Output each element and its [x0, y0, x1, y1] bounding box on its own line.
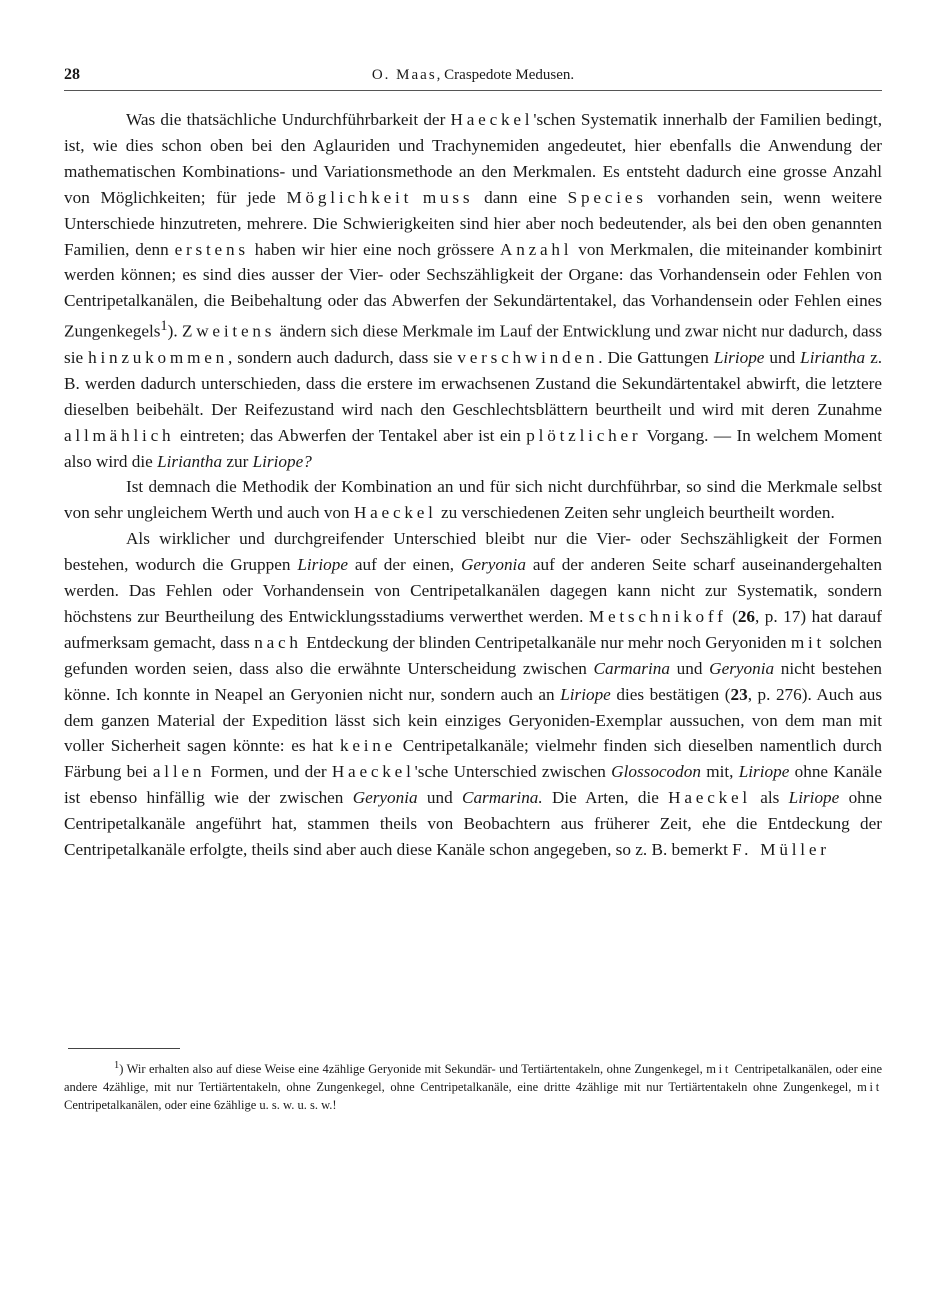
text: Formen, und der — [205, 762, 332, 782]
text: Als wirklicher und durchgreifender Unterschied bleibt nur die Vier- oder Sechszähligkeit der Formen bestehen, wodurch die Gruppen — [64, 529, 882, 575]
emphasis: hinzukommen — [88, 347, 229, 367]
genus-name: Geryonia — [352, 788, 418, 808]
text: , p. 276). Auch aus dem ganzen Material der Expedition lässt sich kein einziges Geryoniden-Exemplar aussuchen, von dem man mit voller Sicherheit sagen könnte: es hat — [64, 684, 883, 756]
emphasis: muss — [422, 187, 474, 207]
emphasis: nach — [254, 632, 302, 652]
emphasis: allmählich — [64, 425, 175, 445]
genus-name: Liriope — [297, 555, 348, 575]
page-number: 28 — [64, 66, 80, 83]
genus-name: Liriope — [788, 788, 840, 808]
text: Vorgang. — In welchem Moment also wird die — [64, 425, 882, 471]
paragraph-1 — [64, 107, 882, 474]
genus-name: Geryonia — [461, 555, 526, 575]
author-ref: Haeckel — [450, 110, 534, 129]
text: 'sche Unterschied zwischen — [414, 762, 612, 782]
emphasis: keine — [339, 736, 397, 756]
emphasis: mit — [790, 632, 826, 652]
emphasis: Species — [567, 187, 647, 207]
text: solchen gefunden worden seien, dass also die erwähnte Unterscheidung zwischen — [64, 632, 883, 678]
author-ref: Haeckel — [353, 503, 437, 523]
text: und — [417, 788, 462, 808]
text: Centripetalkanälen, oder eine 6zählige u. s. w. u. s. w.! — [64, 1098, 337, 1113]
genus-name: Liriope — [560, 684, 611, 704]
footnote-marker: 1 — [114, 1060, 120, 1071]
emphasis: Anzahl — [500, 239, 573, 259]
genus-name: Glossocodon — [611, 762, 701, 782]
text: von Merkmalen, die miteinander kombinirt werden können; es sind dies ausser der Vier- oder Sechszähligkeit der Organe: das Vorhandensein oder Fehlen von Centripetalkanälen, die Beibehaltung oder das Abwerfen der Sekundärtentakel, das Vorhandensein oder Fehlen eines Zungenkegels — [64, 239, 882, 341]
text: auf der einen, — [347, 555, 462, 575]
genus-name: Liriantha — [157, 451, 223, 471]
emphasis: allen — [152, 762, 206, 782]
emphasis: erstens — [174, 239, 249, 259]
genus-name: Liriope? — [252, 451, 312, 471]
text: Die Arten, die — [542, 788, 669, 808]
text: ohne Centripetalkanäle angeführt hat, stammen theils von Beobachtern aus früherer Zeit, ehe die Entdeckung der Centripetalkanäle erfolgte, theils sind aber auch diese Kanäle schon angegeben, so z. B. bemerkt — [64, 788, 882, 860]
emphasis: Möglichkeit — [286, 187, 413, 207]
text: vorhanden sein, wenn weitere Unterschiede hinzutreten, mehrere. Die Schwierigkeiten sind hier aber noch bedeutender, als bei den oben genannten Familien, denn — [64, 187, 883, 259]
emphasis: verschwinden — [457, 347, 599, 367]
author-ref: F. Müller — [732, 840, 830, 860]
text: dann eine — [473, 187, 568, 207]
text: ). — [167, 321, 182, 341]
emphasis: mit — [706, 1062, 732, 1077]
text: mit, — [700, 762, 739, 782]
paragraph-3 — [64, 526, 882, 863]
text: zur — [222, 451, 253, 471]
running-title — [64, 67, 882, 84]
text: z. B. werden dadurch unterschieden, dass die erstere im erwachsenen Zustand die Sekundärtentakel abwirft, die letztere dieselben beibehält. Der Reifezustand wird nach den Geschlechtsblättern beurtheilt und wird mit deren Zunahme — [64, 347, 882, 419]
text: 'schen Systematik innerhalb der Familien bedingt, ist, wie dies schon oben bei den Aglauriden und Trachynemiden angedeutet, hier ebenfalls die Anwendung der mathematischen Kombinations- und Variationsmethode an den Merkmalen. Es entsteht dadurch eine grosse Anzahl von Möglichkeiten; für jede — [64, 110, 882, 207]
text: dies bestätigen ( — [610, 684, 731, 704]
journal-title: , Craspedote Medusen. — [436, 67, 575, 83]
text: eintreten; das Abwerfen der Tentakel aber ist ein — [174, 425, 527, 445]
author-ref: Haeckel — [668, 788, 751, 808]
footnote-1 — [64, 1057, 882, 1114]
emphasis: plötzlicher — [526, 425, 642, 445]
text: Centripetalkanälen, oder eine andere 4zählige, mit nur Tertiärtentakeln, ohne Zungenkegel, ohne Centripetalkanäle, eine dritte 4zählige mit nur Tertiärtentakeln ohne Zungenkegel, — [64, 1062, 882, 1095]
text: als — [750, 788, 789, 808]
emphasis: Zweitens — [181, 321, 276, 341]
genus-name: Carmarina. — [461, 788, 543, 808]
text: auf der anderen Seite scharf auseinandergehalten werden. Das Fehlen oder Vorhandensein von Centripetalkanälen dagegen kann nicht zur Systematik, sondern höchstens zur Beurtheilung des Entwicklungsstadiums verwerthet werden. — [64, 555, 882, 626]
genus-name: Liriope — [738, 762, 790, 782]
text: Was die thatsächliche Undurchführbarkeit der — [126, 110, 451, 129]
genus-name: Liriantha — [800, 347, 866, 367]
author-ref: Haeckel — [331, 762, 415, 782]
author-ref: Metschnikoff — [588, 606, 727, 626]
genus-name: Geryonia — [709, 658, 775, 678]
text: Ist demnach die Methodik der Kombination an und für sich nicht durchführbar, so sind die Merkmale selbst von sehr ungleichem Werth und auch von — [64, 477, 882, 523]
text: Centripetalkanäle; vielmehr finden sich dieselben namentlich durch Färbung bei — [64, 736, 882, 782]
text: und — [669, 658, 710, 678]
citation-ref: 23 — [730, 684, 748, 704]
text: ohne Kanäle ist ebenso hinfällig wie der zwischen — [64, 762, 882, 808]
author-name: O. Maas — [371, 67, 437, 83]
text: , sondern auch dadurch, dass sie — [228, 347, 458, 367]
text: haben wir hier eine noch grössere — [248, 239, 501, 259]
text: , p. 17) hat darauf aufmerksam gemacht, dass — [64, 606, 882, 652]
text: zu verschiedenen Zeiten sehr ungleich beurtheilt worden. — [436, 503, 835, 523]
running-header — [64, 66, 882, 91]
text: ( — [726, 606, 738, 626]
genus-name: Liriope — [713, 347, 765, 367]
emphasis: mit — [857, 1080, 882, 1095]
footnotes — [64, 1048, 882, 1114]
text: ändern sich diese Merkmale im Lauf der Entwicklung und zwar nicht nur dadurch, dass sie — [64, 321, 883, 367]
text: . Die Gattungen — [598, 347, 714, 367]
text: nicht bestehen könne. Ich konnte in Neapel an Geryonien nicht nur, sondern auch an — [64, 658, 882, 704]
footnote-marker: 1 — [160, 318, 168, 335]
paragraph-2 — [64, 474, 882, 526]
footnote-rule — [68, 1048, 180, 1049]
text: Entdeckung der blinden Centripetalkanäle nur mehr noch Geryoniden — [301, 632, 791, 652]
text: ) Wir erhalten also auf diese Weise eine 4zählige Geryonide mit Sekundär- und Tertiärtentakeln, ohne Zungenkegel, — [119, 1062, 707, 1077]
text: und — [764, 347, 801, 367]
citation-ref: 26 — [737, 606, 755, 626]
body-text — [64, 107, 882, 863]
genus-name: Carmarina — [593, 658, 670, 678]
